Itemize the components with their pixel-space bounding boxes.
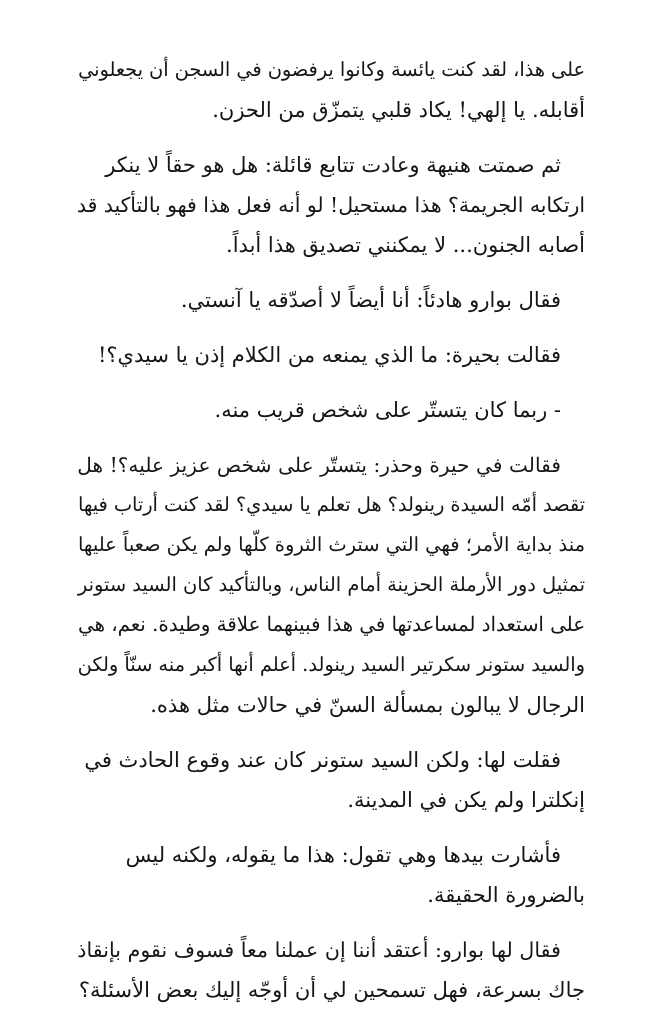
text-line: - ربما كان يتستّر على شخص قريب منه.: [214, 398, 561, 422]
text-line: الرجال لا يبالون بمسألة السنّ في حالات مثل هذه.: [150, 693, 585, 717]
text-line: منذ بداية الأمر؛ فهي التي سترث الثروة كلّها ولم يكن صعباً عليها: [78, 533, 585, 556]
text-line: أقابله. يا إلهي! يكاد قلبي يتمزّق من الحزن.: [212, 98, 585, 122]
paragraph-2: [72, 145, 585, 265]
text-line: إنكلترا ولم يكن في المدينة.: [347, 788, 585, 812]
text-line: ارتكابه الجريمة؟ هذا مستحيل! لو أنه فعل هذا فهو بالتأكيد قد: [76, 193, 585, 217]
paragraph-4: [72, 335, 585, 375]
text-line: بالضرورة الحقيقة.: [427, 883, 585, 907]
paragraph-3: [72, 280, 585, 320]
text-line: تمثيل دور الأرملة الحزينة أمام الناس، وبالتأكيد كان السيد ستونر: [77, 573, 585, 596]
paragraph-5: [72, 390, 585, 430]
text-line: والسيد ستونر سكرتير السيد رينولد. أعلم أنها أكبر منه سنّاً ولكن: [77, 653, 585, 676]
text-line: أصابه الجنون... لا يمكنني تصديق هذا أبداً.: [226, 233, 585, 257]
paragraph-6: [72, 445, 585, 725]
paragraph-8: [72, 835, 585, 915]
text-line: فقالت في حيرة وحذر: يتستّر على شخص عزيز عليه؟! هل: [77, 453, 561, 477]
text-line: ثم صمتت هنيهة وعادت تتابع قائلة: هل هو حقاً لا ينكر: [105, 153, 561, 177]
text-line: فقال لها بوارو: أعتقد أننا إن عملنا معاً فسوف نقوم بإنقاذ: [77, 938, 561, 962]
text-line: على هذا، لقد كنت يائسة وكانوا يرفضون في السجن أن يجعلوني: [78, 58, 585, 81]
text-line: فقلت لها: ولكن السيد ستونر كان عند وقوع الحادث في: [84, 748, 561, 772]
text-line: فأشارت بيدها وهي تقول: هذا ما يقوله، ولكنه ليس: [125, 843, 561, 867]
text-line: فقالت بحيرة: ما الذي يمنعه من الكلام إذن يا سيدي؟!: [97, 343, 561, 367]
paragraph-1: [72, 50, 585, 130]
paragraph-7: [72, 740, 585, 820]
text-line: جاك بسرعة، فهل تسمحين لي أن أوجّه إليك بعض الأسئلة؟: [78, 978, 585, 1002]
text-line: فقال بوارو هادئاً: أنا أيضاً لا أصدّقه يا آنستي.: [180, 288, 561, 312]
paragraph-9: [72, 930, 585, 1010]
text-line: على استعداد لمساعدتها في هذا فبينهما علاقة وطيدة. نعم، هي: [78, 613, 585, 636]
text-line: تقصد أمّه السيدة رينولد؟ هل تعلم يا سيدي؟ لقد كنت أرتاب فيها: [77, 493, 585, 516]
